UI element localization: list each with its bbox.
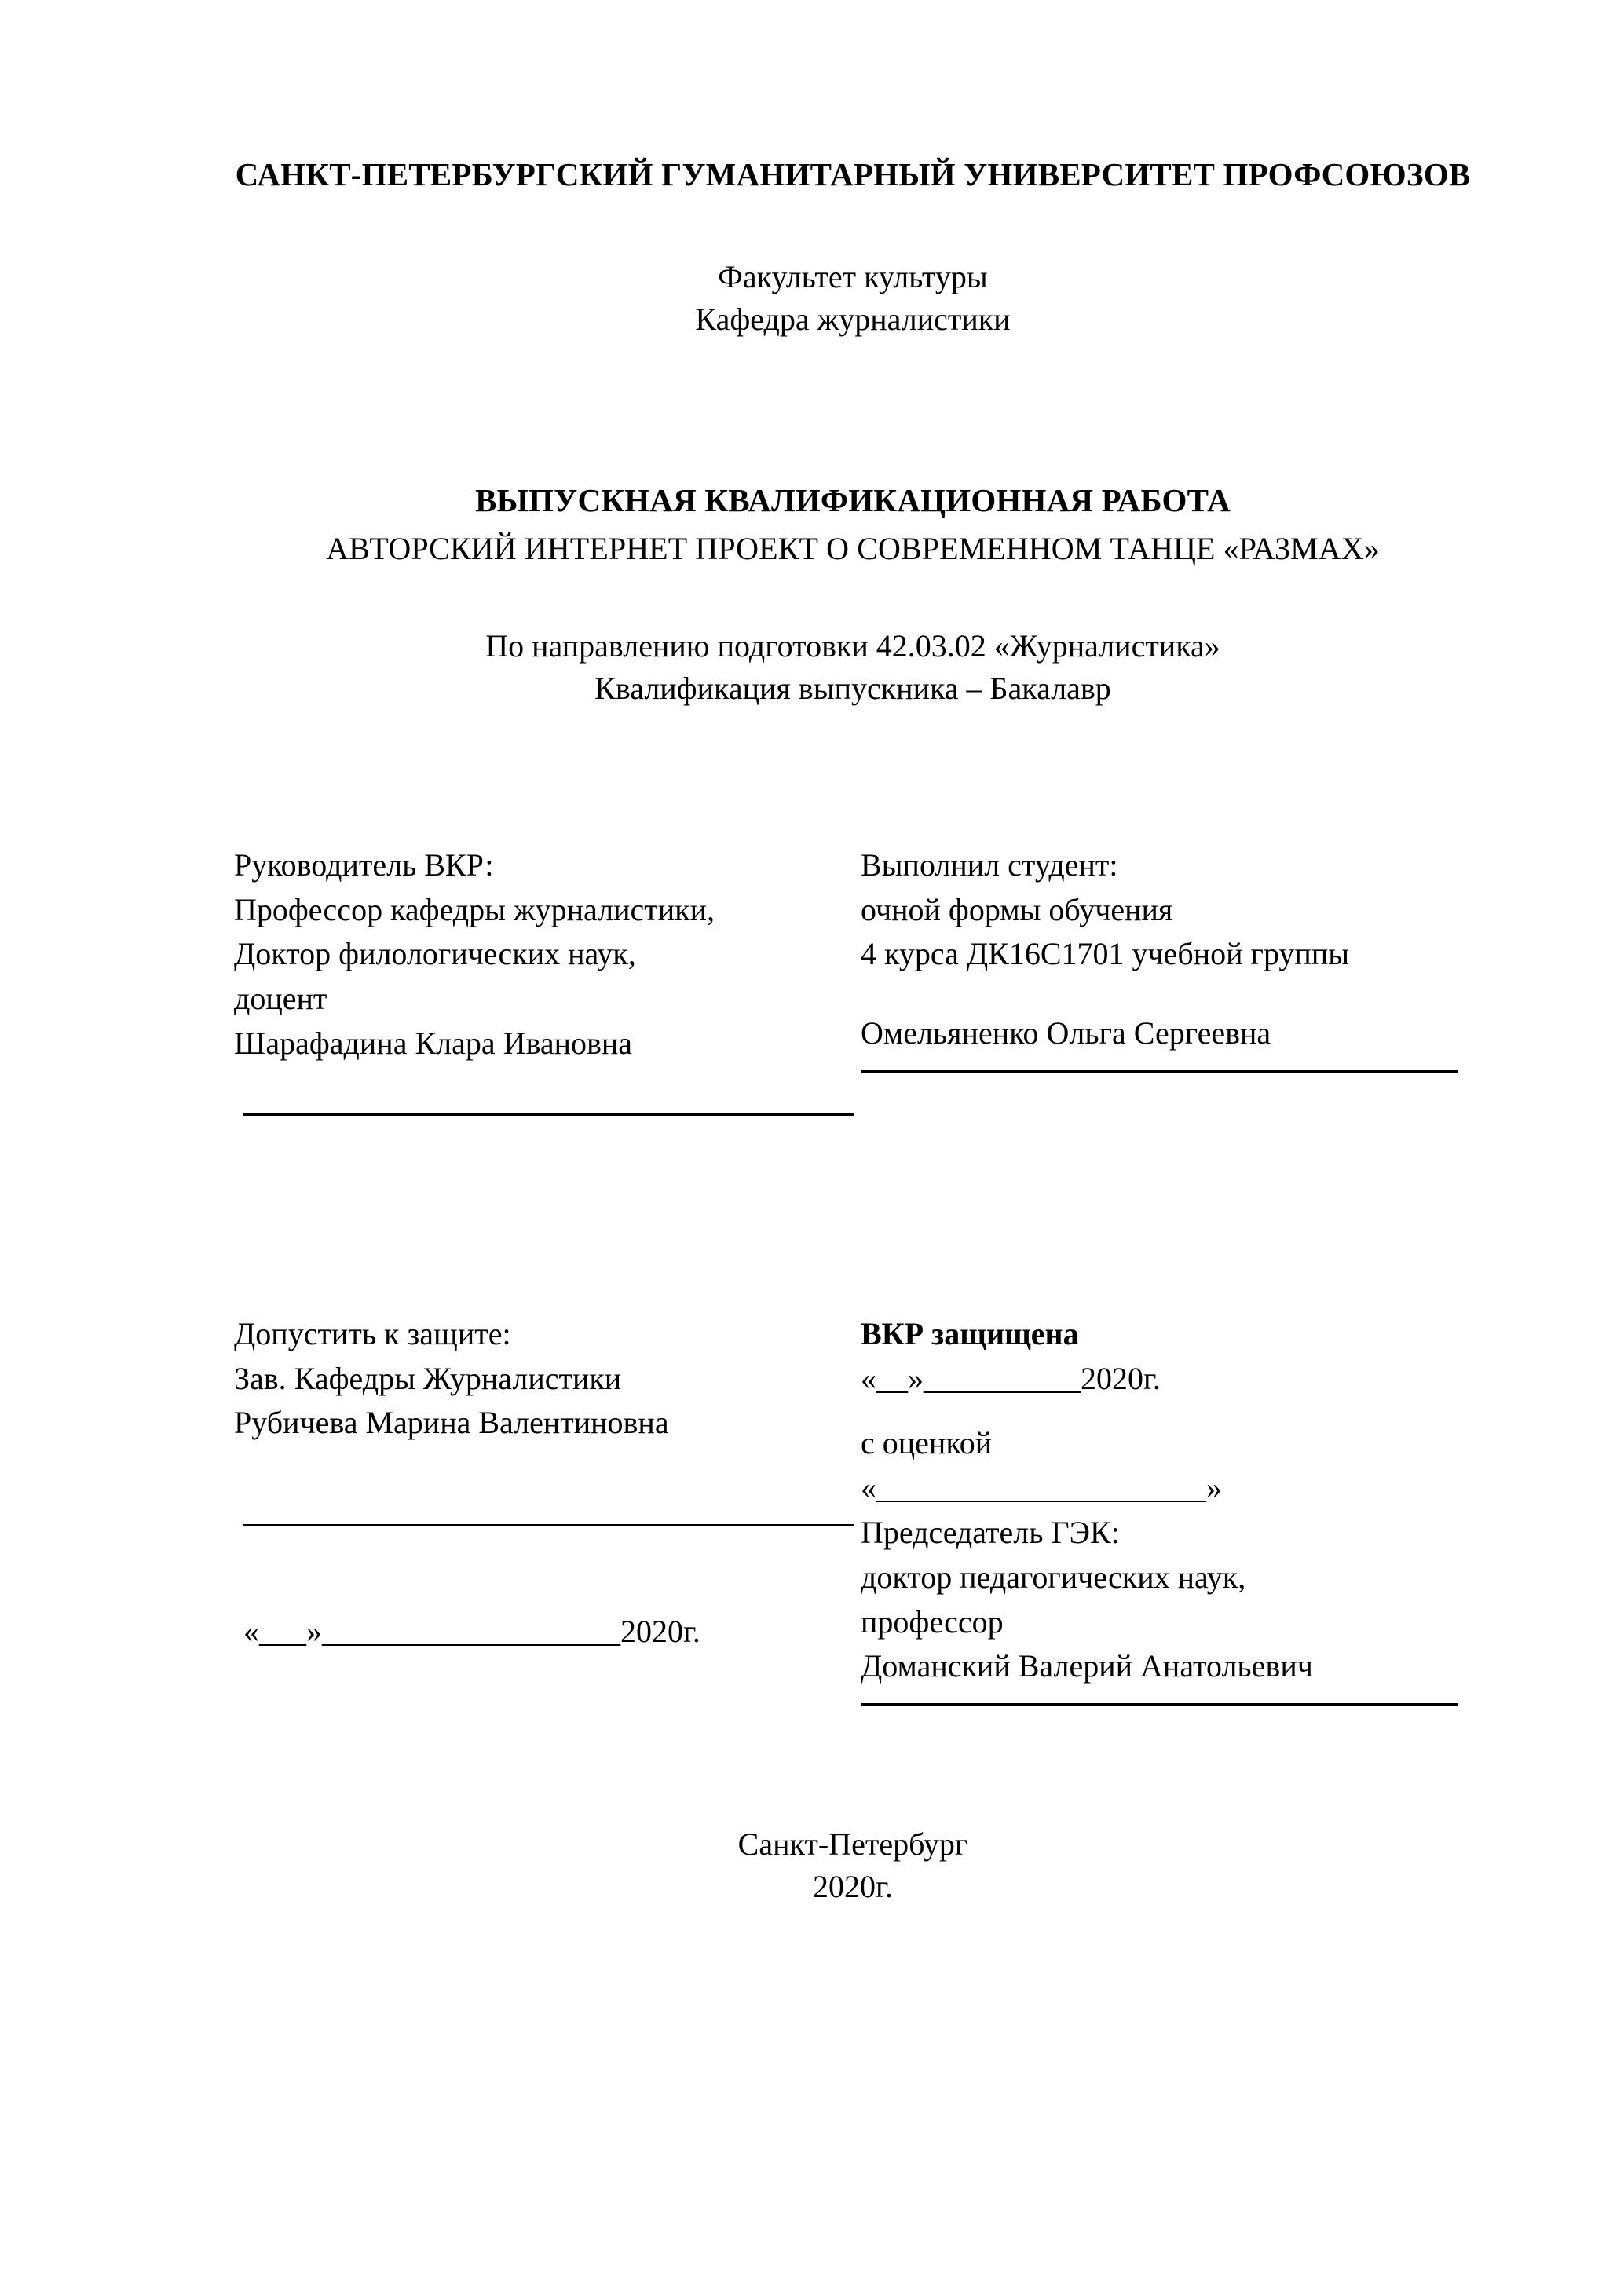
admission-label: Допустить к защите:	[234, 1315, 511, 1351]
supervisor-student-columns	[225, 843, 1481, 1116]
admission-head-name: Рубичева Марина Валентиновна	[234, 1405, 669, 1441]
supervisor-name: Шарафадина Клара Ивановна	[234, 1026, 633, 1062]
faculty-block	[225, 256, 1481, 339]
department-name: Кафедра журналистики	[695, 301, 1011, 337]
student-form: очной формы обучения	[861, 891, 1173, 927]
defense-chair-signature-line	[861, 1703, 1458, 1706]
supervisor-block	[225, 843, 861, 1116]
faculty-name: Факультет культуры	[718, 259, 988, 295]
signature-area-top	[225, 843, 1481, 1116]
footer-block	[225, 1823, 1481, 1908]
defense-chair-name: Доманский Валерий Анатольевич	[861, 1648, 1313, 1684]
work-title: АВТОРСКИЙ ИНТЕРНЕТ ПРОЕКТ О СОВРЕМЕННОМ ТАНЦЕ «РАЗМАХ»	[326, 530, 1380, 566]
defense-grade-line: «_____________________»	[861, 1470, 1222, 1506]
signature-area-bottom	[225, 1312, 1481, 1706]
student-block	[861, 843, 1481, 1073]
direction-block	[225, 625, 1481, 710]
city: Санкт-Петербург	[737, 1826, 968, 1863]
supervisor-signature-line	[243, 1113, 854, 1116]
admission-head-position: Зав. Кафедры Журналистики	[234, 1360, 622, 1396]
year: 2020г.	[813, 1869, 893, 1905]
defense-date-line: «__»__________2020г.	[861, 1360, 1161, 1396]
admission-defense-columns	[225, 1312, 1481, 1706]
defense-chair-position-2: профессор	[861, 1603, 1004, 1640]
student-label: Выполнил студент:	[861, 846, 1118, 883]
supervisor-position-2: Доктор филологических наук,	[234, 936, 636, 972]
admission-date-line: «___»___________________2020г.	[243, 1614, 700, 1650]
defense-chair-label: Председатель ГЭК:	[861, 1515, 1120, 1551]
spacer	[861, 977, 1481, 1011]
supervisor-position-1: Профессор кафедры журналистики,	[234, 891, 715, 927]
admission-block	[225, 1312, 861, 1650]
defense-chair-position-1: доктор педагогических наук,	[861, 1559, 1246, 1595]
defense-block	[861, 1312, 1481, 1706]
admission-signature-line	[243, 1524, 854, 1526]
defense-label: ВКР защищена	[861, 1315, 1079, 1351]
spacer	[861, 1401, 1481, 1421]
university-name: САНКТ-ПЕТЕРБУРГСКИЙ ГУМАНИТАРНЫЙ УНИВЕРСИТЕТ ПРОФСОЮЗОВ	[235, 156, 1471, 192]
qualification-line: Квалификация выпускника – Бакалавр	[594, 670, 1111, 706]
student-signature-line	[861, 1070, 1458, 1073]
supervisor-label: Руководитель ВКР:	[234, 846, 494, 883]
student-name: Омельяненко Ольга Сергеевна	[861, 1015, 1271, 1051]
direction-line: По направлению подготовки 42.03.02 «Журналистика»	[485, 627, 1220, 664]
supervisor-position-3: доцент	[234, 981, 327, 1017]
defense-grade-label: с оценкой	[861, 1425, 993, 1461]
work-type: ВЫПУСКНАЯ КВАЛИФИКАЦИОННАЯ РАБОТА	[475, 481, 1231, 518]
student-group: 4 курса ДК16С1701 учебной группы	[861, 936, 1350, 972]
page-content	[225, 0, 1481, 1908]
